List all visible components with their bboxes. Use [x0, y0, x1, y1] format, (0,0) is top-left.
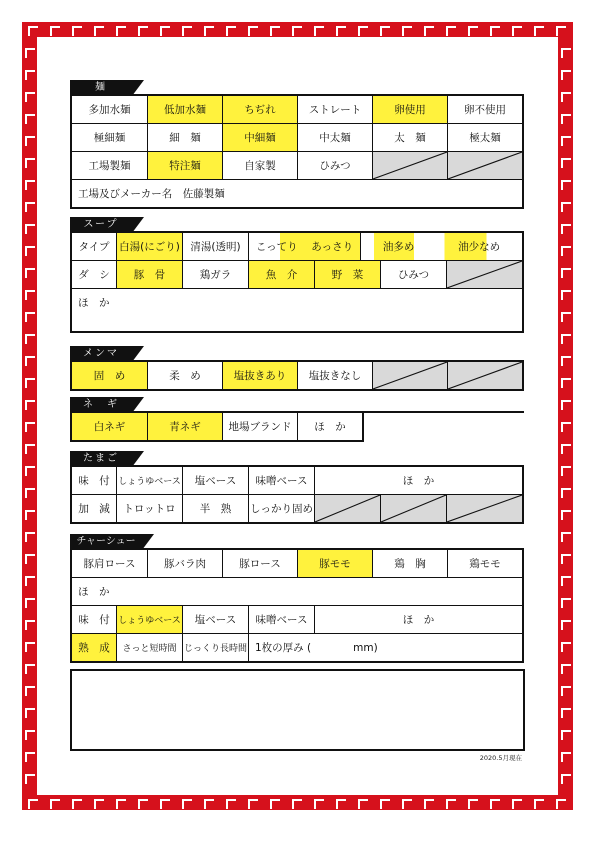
key-motif — [561, 620, 571, 630]
key-motif — [561, 598, 571, 608]
key-motif — [561, 202, 571, 212]
key-motif — [561, 708, 571, 718]
key-motif — [561, 730, 571, 740]
key-motif — [561, 378, 571, 388]
option-cell: 太 麺 — [372, 124, 447, 151]
key-motif — [561, 488, 571, 498]
empty-cell — [380, 495, 446, 522]
section-title: たまご — [70, 451, 132, 467]
key-motif — [25, 158, 35, 168]
key-motif — [182, 26, 192, 36]
key-motif — [512, 26, 522, 36]
noodle-section — [70, 80, 524, 209]
option-cell: 低加水麺 — [147, 96, 222, 123]
key-motif — [25, 510, 35, 520]
empty-cell — [447, 152, 522, 179]
key-motif — [561, 510, 571, 520]
key-motif — [25, 598, 35, 608]
soup-type-paitan: 白湯(にごり) — [116, 233, 182, 260]
key-motif — [292, 799, 302, 809]
key-motif — [25, 554, 35, 564]
key-motif — [25, 466, 35, 476]
key-motif — [25, 70, 35, 80]
key-motif — [25, 312, 35, 322]
key-motif — [116, 26, 126, 36]
chashu-section — [70, 534, 524, 663]
dashi-secret: ひみつ — [380, 261, 446, 288]
section-title: スープ — [70, 217, 132, 233]
key-motif — [561, 422, 571, 432]
key-motif — [25, 92, 35, 102]
section-title: ネ ギ — [70, 397, 132, 413]
option-cell: 味噌ベース — [248, 467, 314, 494]
key-motif — [25, 664, 35, 674]
option-cell: 白ネギ — [72, 413, 147, 440]
option-cell: 中細麺 — [222, 124, 297, 151]
key-motif — [28, 799, 38, 809]
key-motif — [292, 26, 302, 36]
key-motif — [556, 26, 566, 36]
empty-cell — [446, 495, 522, 522]
key-motif — [25, 488, 35, 498]
option-cell: 柔 め — [147, 362, 222, 389]
key-motif — [25, 180, 35, 190]
option-cell: 卵使用 — [372, 96, 447, 123]
option-cell: 細 麺 — [147, 124, 222, 151]
key-motif — [561, 554, 571, 564]
key-motif — [314, 26, 324, 36]
key-motif — [561, 466, 571, 476]
option-cell: トロットロ — [116, 495, 182, 522]
key-motif — [380, 26, 390, 36]
key-motif — [25, 334, 35, 344]
key-motif — [25, 224, 35, 234]
oil-amount: 油多め 油少なめ — [360, 233, 522, 260]
egg-section — [70, 451, 524, 524]
key-motif — [248, 799, 258, 809]
key-motif — [534, 26, 544, 36]
key-motif — [25, 708, 35, 718]
chashu-other: ほ か — [78, 586, 110, 598]
date-note: 2020.5月現在 — [479, 754, 522, 762]
option-cell: 味噌ベース — [248, 606, 314, 633]
key-motif — [226, 799, 236, 809]
key-motif — [25, 620, 35, 630]
option-cell: 塩ベース — [182, 606, 248, 633]
option-cell: 極細麺 — [93, 132, 126, 144]
thickness-field: 1枚の厚み ( mm) — [248, 634, 522, 661]
key-motif — [25, 356, 35, 366]
key-motif — [561, 752, 571, 762]
key-motif — [561, 774, 571, 784]
key-motif — [358, 26, 368, 36]
key-motif — [270, 26, 280, 36]
key-motif — [25, 202, 35, 212]
key-motif — [561, 664, 571, 674]
option-cell: しょうゆベース — [116, 606, 182, 633]
key-motif — [402, 26, 412, 36]
key-motif — [72, 799, 82, 809]
key-motif — [25, 48, 35, 58]
option-cell: ほ か — [314, 606, 522, 633]
key-motif — [561, 246, 571, 256]
aging-long: じっくり長時間 — [182, 634, 248, 661]
key-motif — [94, 26, 104, 36]
key-motif — [50, 799, 60, 809]
key-motif — [336, 26, 346, 36]
option-cell: 地場ブランド — [222, 413, 297, 440]
key-motif — [204, 26, 214, 36]
option-cell: 塩抜きなし — [297, 362, 372, 389]
key-motif — [336, 799, 346, 809]
option-cell: 塩ベース — [182, 467, 248, 494]
key-motif — [561, 268, 571, 278]
option-cell: 加 減 — [78, 503, 110, 515]
option-cell: 青ネギ — [147, 413, 222, 440]
key-motif — [490, 26, 500, 36]
key-motif — [160, 26, 170, 36]
option-cell: 味 付 — [78, 475, 110, 487]
dashi-vegetable: 野 菜 — [314, 261, 380, 288]
soup-other: ほ か — [78, 297, 110, 309]
option-cell: 豚肩ロース — [83, 558, 136, 570]
key-motif — [25, 752, 35, 762]
dashi-fish: 魚 介 — [248, 261, 314, 288]
empty-cell — [372, 362, 447, 389]
key-motif — [561, 136, 571, 146]
key-motif — [490, 799, 500, 809]
option-cell: 半 熟 — [182, 495, 248, 522]
key-motif — [226, 26, 236, 36]
section-title: メンマ — [70, 346, 132, 362]
key-motif — [561, 224, 571, 234]
dashi-chicken: 鶏ガラ — [182, 261, 248, 288]
option-cell: 卵不使用 — [447, 96, 522, 123]
option-cell: 塩抜きあり — [222, 362, 297, 389]
key-motif — [561, 92, 571, 102]
maker-name: 工場及びメーカー名 佐藤製麺 — [78, 188, 225, 200]
option-cell: 中太麺 — [297, 124, 372, 151]
key-motif — [446, 26, 456, 36]
empty-cell — [447, 362, 522, 389]
key-motif — [561, 400, 571, 410]
type-label: タイプ — [78, 241, 110, 253]
key-motif — [25, 268, 35, 278]
key-motif — [561, 114, 571, 124]
key-motif — [25, 136, 35, 146]
key-motif — [94, 799, 104, 809]
key-motif — [561, 642, 571, 652]
key-motif — [270, 799, 280, 809]
key-motif — [50, 26, 60, 36]
key-motif — [25, 444, 35, 454]
negi-section — [70, 397, 524, 442]
option-cell: 味 付 — [78, 614, 110, 626]
aging-short: さっと短時間 — [116, 634, 182, 661]
key-motif — [561, 70, 571, 80]
option-cell: しっかり固め — [248, 495, 314, 522]
key-motif — [512, 799, 522, 809]
key-motif — [116, 799, 126, 809]
key-motif — [561, 180, 571, 190]
memo-box[interactable] — [70, 669, 525, 751]
key-motif — [556, 799, 566, 809]
key-motif — [25, 378, 35, 388]
menma-section — [70, 346, 524, 391]
option-cell: ちぢれ — [222, 96, 297, 123]
key-motif — [248, 26, 258, 36]
key-motif — [25, 246, 35, 256]
option-cell: ひみつ — [297, 152, 372, 179]
empty-cell — [446, 261, 522, 288]
key-motif — [446, 799, 456, 809]
key-motif — [380, 799, 390, 809]
key-motif — [468, 26, 478, 36]
key-motif — [25, 730, 35, 740]
key-motif — [25, 532, 35, 542]
key-motif — [424, 26, 434, 36]
key-motif — [561, 158, 571, 168]
key-motif — [561, 576, 571, 586]
key-motif — [25, 114, 35, 124]
option-cell: ほ か — [297, 413, 362, 440]
key-motif — [25, 774, 35, 784]
soup-type-chintan: 清湯(透明) — [182, 233, 248, 260]
option-cell: ストレート — [297, 96, 372, 123]
richness: こってり あっさり — [248, 233, 360, 260]
option-cell: 多加水麺 — [88, 104, 131, 116]
option-cell: 鶏モモ — [447, 550, 522, 577]
key-motif — [25, 290, 35, 300]
option-cell: しょうゆベース — [116, 467, 182, 494]
key-motif — [358, 799, 368, 809]
key-motif — [160, 799, 170, 809]
key-motif — [72, 26, 82, 36]
key-motif — [468, 799, 478, 809]
empty-cell — [314, 495, 380, 522]
key-motif — [25, 422, 35, 432]
key-motif — [138, 26, 148, 36]
key-motif — [561, 356, 571, 366]
option-cell: 豚バラ肉 — [147, 550, 222, 577]
section-title: チャーシュー — [70, 534, 142, 550]
key-motif — [561, 532, 571, 542]
key-motif — [561, 312, 571, 322]
key-motif — [182, 799, 192, 809]
key-motif — [25, 686, 35, 696]
empty-cell — [372, 152, 447, 179]
key-motif — [561, 686, 571, 696]
option-cell: 豚モモ — [297, 550, 372, 577]
option-cell: ほ か — [314, 467, 522, 494]
option-cell: 自家製 — [222, 152, 297, 179]
aging-label: 熟 成 — [72, 634, 116, 661]
key-motif — [25, 576, 35, 586]
key-motif — [402, 799, 412, 809]
section-title: 麺 — [70, 80, 132, 96]
dashi-label: ダ シ — [78, 269, 110, 281]
key-motif — [534, 799, 544, 809]
key-motif — [561, 290, 571, 300]
option-cell: 豚ロース — [222, 550, 297, 577]
key-motif — [314, 799, 324, 809]
soup-section — [70, 217, 524, 333]
option-cell: 鶏 胸 — [372, 550, 447, 577]
key-motif — [561, 444, 571, 454]
option-cell: 固 め — [72, 362, 147, 389]
key-motif — [424, 799, 434, 809]
option-cell: 工場製麺 — [88, 160, 131, 172]
key-motif — [204, 799, 214, 809]
key-motif — [25, 400, 35, 410]
key-motif — [25, 642, 35, 652]
key-motif — [28, 26, 38, 36]
option-cell: 特注麺 — [147, 152, 222, 179]
key-motif — [561, 334, 571, 344]
dashi-pork: 豚 骨 — [116, 261, 182, 288]
option-cell: 極太麺 — [447, 124, 522, 151]
key-motif — [561, 48, 571, 58]
key-motif — [138, 799, 148, 809]
